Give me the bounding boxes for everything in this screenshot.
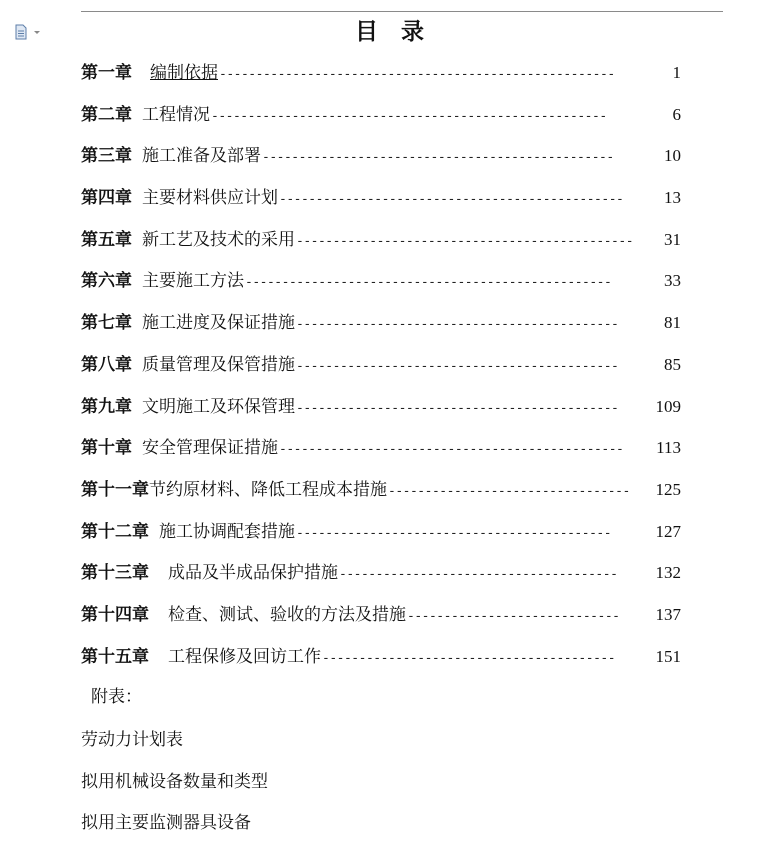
dot-leader: -------------------------------------------- <box>296 317 619 333</box>
chapter-title: 主要施工方法 <box>142 271 244 292</box>
toc-entry[interactable] <box>81 98 681 140</box>
toc-entry[interactable] <box>81 306 681 348</box>
page-number: 137 <box>655 604 681 624</box>
toc-entry[interactable] <box>81 181 681 223</box>
toc-entry[interactable] <box>81 348 681 390</box>
chapter-title: 新工艺及技术的采用 <box>142 229 295 250</box>
chapter-number: 第九章 <box>81 396 132 417</box>
chapter-title: 工程保修及回访工作 <box>168 646 321 667</box>
toc-entry[interactable] <box>81 390 681 432</box>
table-of-contents <box>81 56 681 681</box>
chapter-title: 文明施工及环保管理 <box>142 396 295 417</box>
page-number: 132 <box>655 563 681 583</box>
toc-entry[interactable] <box>81 473 681 515</box>
dot-leader: -------------------------------------------------- <box>245 275 612 291</box>
dot-leader: ---------------------------------------------- <box>296 233 634 249</box>
chapter-number: 第一章 <box>81 63 132 83</box>
chapter-title[interactable]: 编制依据 <box>150 63 218 83</box>
page-number: 113 <box>656 438 681 458</box>
dot-leader: ------------------------------------------- <box>296 525 612 541</box>
chapter-title: 成品及半成品保护措施 <box>168 563 338 584</box>
dot-leader: ----------------------------------------------- <box>279 192 624 208</box>
chapter-title: 工程情况 <box>142 104 210 125</box>
chapter-number: 第七章 <box>81 313 132 334</box>
page-number: 6 <box>672 104 681 124</box>
chapter-number: 第十一章 <box>81 479 149 500</box>
chapter-title: 质量管理及保管措施 <box>142 354 295 375</box>
chapter-number: 第六章 <box>81 271 132 292</box>
appendix-label: 附表： <box>91 687 142 707</box>
toc-entry[interactable] <box>81 431 681 473</box>
chapter-title: 施工协调配套措施 <box>159 521 295 542</box>
toc-entry[interactable] <box>81 598 681 640</box>
page-number: 81 <box>664 313 681 333</box>
toc-entry[interactable] <box>81 223 681 265</box>
chapter-number: 第二章 <box>81 104 132 125</box>
chapter-number: 第四章 <box>81 188 132 209</box>
dot-leader: ------------------------------------------------------ <box>219 67 615 82</box>
dot-leader: -------------------------------------------- <box>296 358 619 374</box>
page-number: 109 <box>655 396 681 416</box>
chapter-number: 第十二章 <box>81 521 149 542</box>
page-number: 31 <box>664 229 681 249</box>
appendix-item: 拟用机械设备数量和类型 <box>81 771 268 792</box>
toc-entry[interactable] <box>81 640 681 682</box>
chapter-title: 安全管理保证措施 <box>142 438 278 459</box>
toc-entry[interactable] <box>81 515 681 557</box>
header-rule <box>81 11 723 12</box>
dot-leader: ------------------------------------------------ <box>262 150 614 166</box>
chapter-title: 施工进度及保证措施 <box>142 313 295 334</box>
chapter-title: 检查、测试、验收的方法及措施 <box>168 604 406 625</box>
chapter-title: 施工准备及部署 <box>142 146 261 167</box>
dot-leader: ----------------------------------------------- <box>279 442 624 458</box>
chapter-number: 第五章 <box>81 229 132 250</box>
page-number: 33 <box>664 271 681 291</box>
page-number: 127 <box>655 521 681 541</box>
appendix-item: 劳动力计划表 <box>81 730 183 750</box>
dot-leader: --------------------------------- <box>388 483 630 499</box>
page-number: 125 <box>655 479 681 499</box>
page-title: 目 录 <box>355 18 424 45</box>
chapter-number: 第十章 <box>81 438 132 459</box>
dot-leader: ---------------------------------------- <box>322 650 616 666</box>
page-number: 1 <box>672 63 681 82</box>
chapter-number: 第八章 <box>81 354 132 375</box>
chapter-number: 第十四章 <box>81 604 149 625</box>
dot-leader: -------------------------------------- <box>339 567 618 583</box>
toc-entry[interactable] <box>81 139 681 181</box>
page-number: 10 <box>664 146 681 166</box>
chapter-title: 主要材料供应计划 <box>142 188 278 209</box>
chapter-number: 第十五章 <box>81 646 149 667</box>
appendix-list <box>81 723 268 848</box>
chapter-number: 第十三章 <box>81 563 149 584</box>
page-number: 13 <box>664 188 681 208</box>
chapter-number: 第三章 <box>81 146 132 167</box>
page-number: 151 <box>655 646 681 666</box>
dot-leader: -------------------------------------------- <box>296 400 619 416</box>
dot-leader: ------------------------------------------------------ <box>211 108 607 124</box>
dot-leader: ----------------------------- <box>407 608 620 624</box>
chapter-title: 节约原材料、降低工程成本措施 <box>149 479 387 500</box>
toc-entry[interactable] <box>81 556 681 598</box>
page-number: 85 <box>664 354 681 374</box>
toc-entry[interactable] <box>81 264 681 306</box>
appendix-item: 拟用主要监测器具设备 <box>81 813 251 834</box>
toc-entry[interactable] <box>81 56 681 98</box>
